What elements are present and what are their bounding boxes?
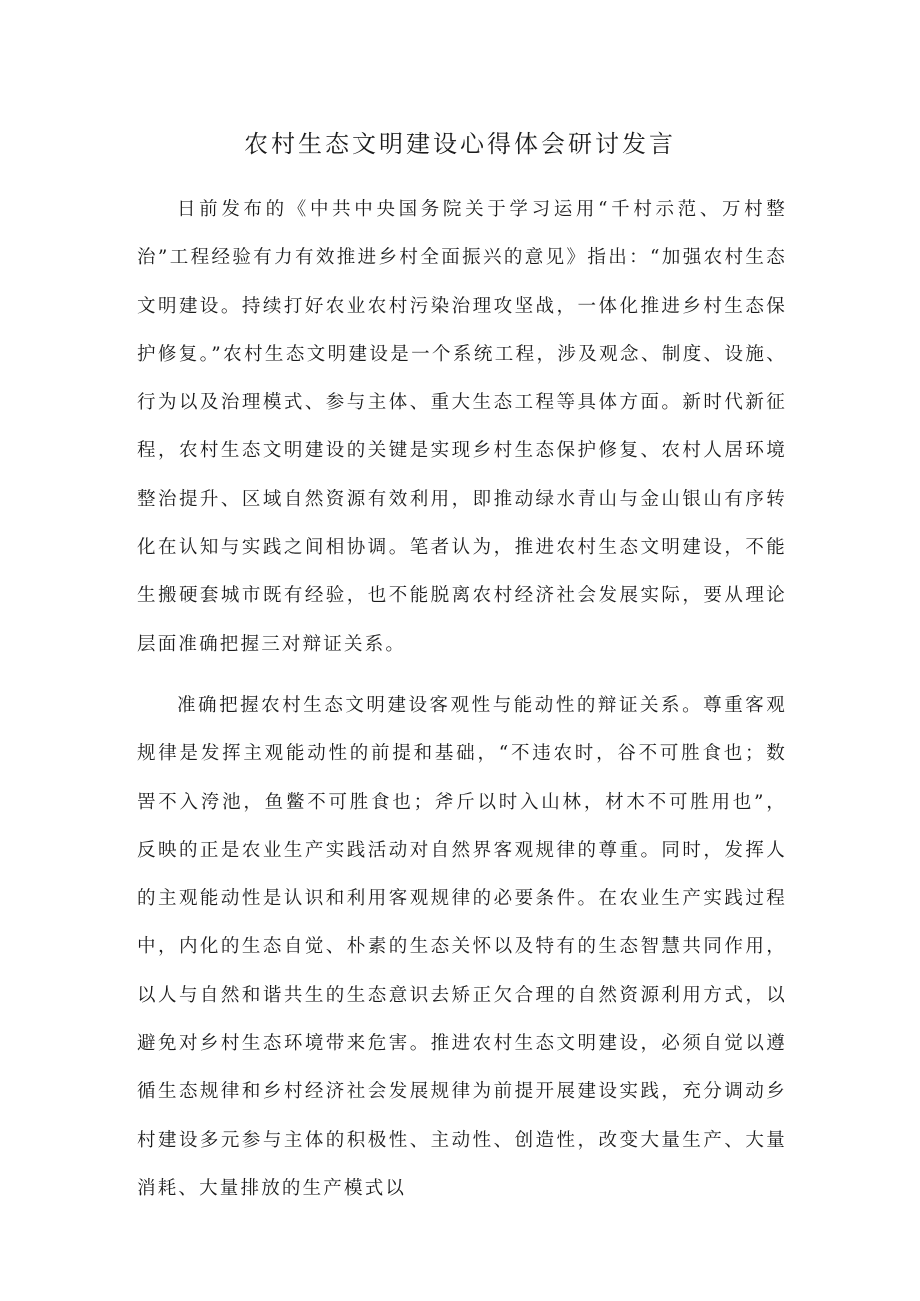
document-title: 农村生态文明建设心得体会研讨发言 [244, 130, 676, 158]
paragraph-objectivity-agency: 准确把握农村生态文明建设客观性与能动性的辩证关系。尊重客观规律是发挥主观能动性的前提和基础，“不违农时，谷不可胜食也；数罟不入洿池，鱼鳖不可胜食也；斧斤以时入山林，材木不可胜用也”，反映的正是农业生产实践活动对自然界客观规律的尊重。同时，发挥人的主观能动性是认识和利用客观规律的必要条件。在农业生产实践过程中，内化的生态自觉、朴素的生态关怀以及特有的生态智慧共同作用，以人与自然和谐共生的生态意识去矫正欠合理的自然资源利用方式，以避免对乡村生态环境带来危害。推进农村生态文明建设，必须自觉以遵循生态规律和乡村经济社会发展规律为前提开展建设实践，充分调动乡村建设多元参与主体的积极性、主动性、创造性，改变大量生产、大量消耗、大量排放的生产模式以 [137, 695, 787, 1199]
paragraph-intro: 日前发布的《中共中央国务院关于学习运用“千村示范、万村整治”工程经验有力有效推进乡村全面振兴的意见》指出：“加强农村生态文明建设。持续打好农业农村污染治理攻坚战，一体化推进乡村生态保护修复。”农村生态文明建设是一个系统工程，涉及观念、制度、设施、行为以及治理模式、参与主体、重大生态工程等具体方面。新时代新征程，农村生态文明建设的关键是实现乡村生态保护修复、农村人居环境整治提升、区域自然资源有效利用，即推动绿水青山与金山银山有序转化在认知与实践之间相协调。笔者认为，推进农村生态文明建设，不能生搬硬套城市既有经验，也不能脱离农村经济社会发展实际，要从理论层面准确把握三对辩证关系。 [137, 199, 787, 655]
